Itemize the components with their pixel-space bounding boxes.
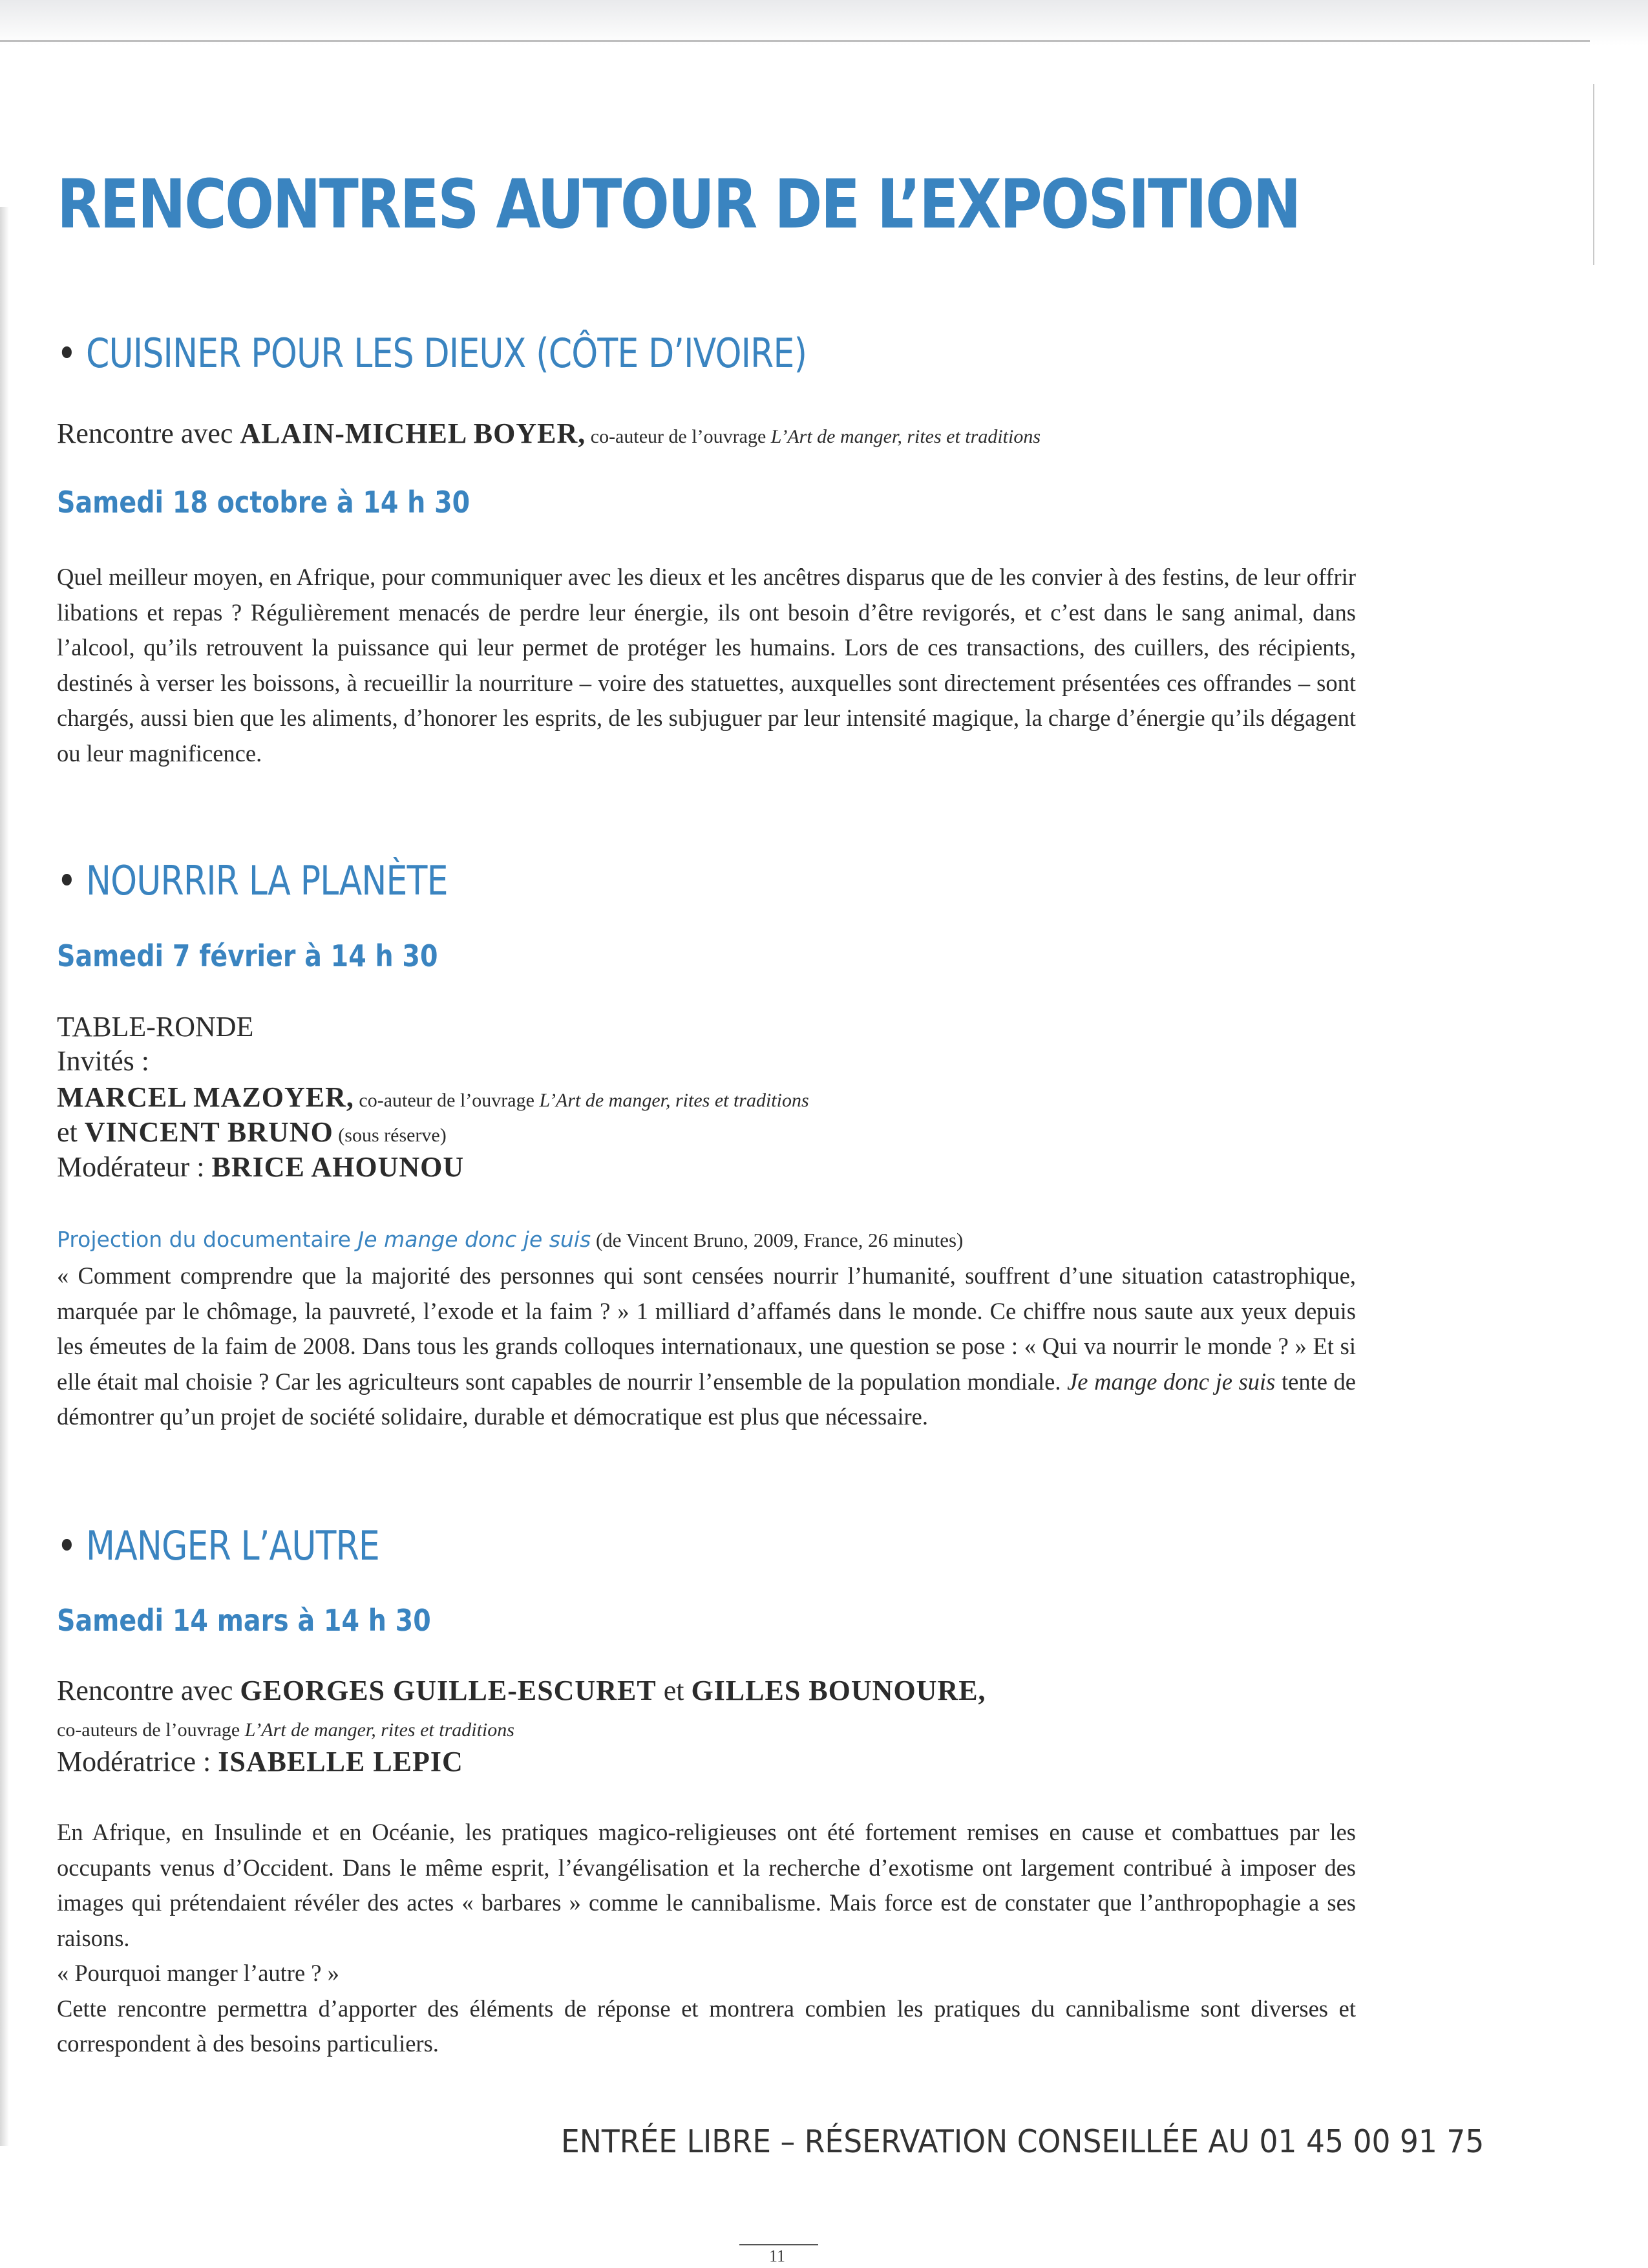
section-body: « Comment comprendre que la majorité des personnes qui sont censées nourrir l’humanité, souffrent d’une situation catastrophique, marquée par le chômage, la pauvreté, l’exode et la faim ? » 1 milliard d’affamés dans le monde. Ce chiffre nous saute aux yeux depuis les émeutes de la faim de 2008. Dans tous les grands colloques internationaux, une question se pose : « Qui va nourrir le monde ? » Et si elle était mal choisie ? Car les agriculteurs sont capables de nourrir l’ensemble de la population mondiale. Je mange donc je suis tente de démontrer qu’un projet de société solidaire, durable et démocratique est plus que nécessaire. — [57, 1262, 1356, 1430]
event-date: Samedi 18 octobre à 14 h 30 — [57, 485, 470, 520]
event-date: Samedi 7 février à 14 h 30 — [57, 938, 438, 973]
guest-line — [57, 1081, 809, 1114]
book-title: L’Art de manger, rites et traditions — [770, 426, 1041, 447]
guest-name: MARCEL MAZOYER, — [57, 1081, 354, 1113]
page-title: RENCONTRES AUTOUR DE L’EXPOSITION — [57, 165, 1300, 244]
guest-note: (sous réserve) — [333, 1125, 447, 1146]
page-number-rule — [739, 2244, 818, 2245]
moderator-name: BRICE AHOUNOU — [211, 1151, 465, 1183]
intro-prefix: Rencontre avec — [57, 1675, 240, 1706]
guests-label: Invités : — [57, 1045, 149, 1077]
section-title-nourrir — [57, 857, 448, 904]
scan-top-line — [0, 40, 1590, 42]
guest-name: VINCENT BRUNO — [84, 1116, 333, 1148]
guest-line — [57, 1116, 447, 1149]
bullet: • — [57, 330, 76, 377]
section-title-text: CUISINER POUR LES DIEUX (CÔTE D’IVOIRE) — [86, 330, 807, 377]
event-date: Samedi 14 mars à 14 h 30 — [57, 1603, 431, 1638]
moderator-label: Modérateur : — [57, 1151, 212, 1183]
book-title: L’Art de manger, rites et traditions — [539, 1090, 809, 1111]
projection-heading — [57, 1227, 963, 1252]
moderator-label: Modératrice : — [57, 1746, 218, 1777]
speaker-name: GEORGES GUILLE-ESCURET — [240, 1675, 657, 1706]
speaker-line — [57, 417, 1041, 450]
speaker-name: ALAIN-MICHEL BOYER, — [240, 418, 586, 449]
reservation-note: ENTRÉE LIBRE – RÉSERVATION CONSEILLÉE AU 01 45 00 91 75 — [561, 2123, 1484, 2160]
section-title-cuisiner — [57, 330, 807, 377]
speaker-name: GILLES BOUNOURE, — [691, 1675, 986, 1706]
moderator-line — [57, 1745, 463, 1778]
guest-prefix: et — [57, 1116, 85, 1148]
intro-prefix: Rencontre avec — [57, 418, 240, 449]
projection-details: (de Vincent Bruno, 2009, France, 26 minutes) — [591, 1229, 964, 1251]
section-title-manger — [57, 1522, 379, 1569]
section-body: En Afrique, en Insulinde et en Océanie, les pratiques magico-religieuses ont été fortement remises en cause et combattues par les occupants venus d’Occident. Dans le même esprit, l’évangélisation et la recherche d’exotisme ont largement contribué à imposer des images qui prétendaient révéler des actes « barbares » comme le cannibalisme. Mais force est de constater que l’anthropophagie a ses raisons. « Pourquoi manger l’autre ? » Cette rencontre permettra d’apporter des éléments de réponse et montrera combien les pratiques du cannibalisme sont diverses et correspondent à des besoins particuliers. — [57, 1819, 1356, 2057]
speaker-line: Rencontre avec GEORGES GUILLE-ESCURET et GILLES BOUNOURE, — [57, 1675, 986, 1706]
section-title-text: NOURRIR LA PLANÈTE — [86, 857, 448, 904]
speaker-role: co-auteur de l’ouvrage — [586, 426, 771, 447]
event-format: TABLE-RONDE — [57, 1011, 254, 1043]
section-title-text: MANGER L’AUTRE — [86, 1522, 379, 1569]
bullet: • — [57, 857, 76, 904]
moderator-line — [57, 1150, 464, 1183]
bullet: • — [57, 1522, 76, 1569]
film-title-inline: Je mange donc je suis — [1067, 1368, 1276, 1395]
projection-label: Projection du documentaire — [57, 1227, 358, 1252]
speaker-role: co-auteurs de l’ouvrage L’Art de manger, rites et traditions — [57, 1719, 514, 1741]
section-body: Quel meilleur moyen, en Afrique, pour communiquer avec les dieux et les ancêtres disparus que de les convier à des festins, de leur offrir libations et repas ? Régulièrement menacés de perdre leur énergie, ils ont besoin d’être revigorés, et c’est dans le sang animal, dans l’alcool, qu’ils retrouvent la puissance qui leur permet de protéger les humains. Lors de ces transactions, des cuillers, des récipients, destinés à verser les boissons, à recueillir la nourriture – voire des statuettes, auxquelles sont directement présentées ces offrandes – sont chargés, aussi bien que les aliments, d’honorer les esprits, de les subjuguer par leur intensité magique, la charge d’énergie qu’ils dégagent ou leur magnificence. — [57, 564, 1356, 767]
guest-role: co-auteur de l’ouvrage — [354, 1090, 540, 1111]
scan-left-edge — [0, 207, 9, 2146]
book-title: L’Art de manger, rites et traditions — [244, 1719, 514, 1741]
page-number: 11 — [769, 2247, 786, 2265]
moderator-name: ISABELLE LEPIC — [218, 1746, 463, 1777]
scan-right-edge — [1593, 84, 1594, 265]
film-title: Je mange donc je suis — [357, 1227, 591, 1252]
scan-shadow — [0, 0, 1648, 45]
